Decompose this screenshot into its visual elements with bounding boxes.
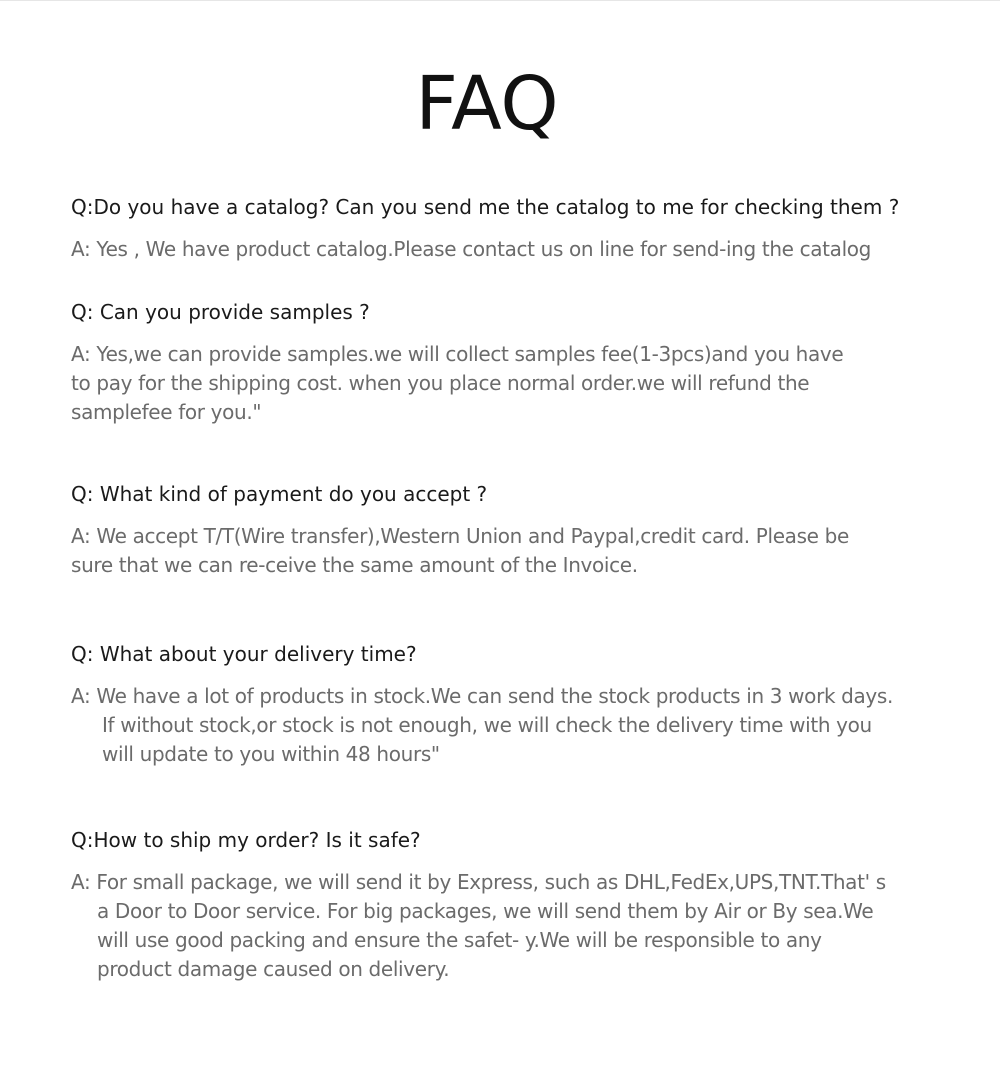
faq-answer-line: A: We have a lot of products in stock.We can send the stock products in 3 work days. (71, 684, 893, 708)
faq-answer-line: A: Yes,we can provide samples.we will collect samples fee(1-3pcs)and you have (71, 342, 844, 366)
faq-answer (71, 235, 931, 264)
page-title: FAQ (415, 61, 559, 147)
faq-answer (71, 868, 931, 984)
faq-answer-line: product damage caused on delivery. (97, 957, 450, 981)
faq-answer-line: A: We accept T/T(Wire transfer),Western Union and Paypal,credit card. Please be (71, 524, 849, 548)
faq-question: Q: What about your delivery time? (71, 642, 417, 666)
faq-answer-line: samplefee for you." (71, 400, 262, 424)
faq-answer-line: A: For small package, we will send it by Express, such as DHL,FedEx,UPS,TNT.That' s (71, 870, 886, 894)
faq-question: Q:How to ship my order? Is it safe? (71, 828, 421, 852)
faq-answer-line: will use good packing and ensure the safet- y.We will be responsible to any (97, 928, 822, 952)
faq-answer-line: If without stock,or stock is not enough, we will check the delivery time with you (102, 713, 872, 737)
faq-item-samples (71, 298, 931, 427)
faq-answer-line: will update to you within 48 hours" (102, 742, 440, 766)
faq-answer-line: A: Yes , We have product catalog.Please contact us on line for send-ing the catalog (71, 237, 872, 261)
faq-question: Q: Can you provide samples ? (71, 300, 370, 324)
faq-answer-line: to pay for the shipping cost. when you place normal order.we will refund the (71, 371, 810, 395)
faq-answer-line: a Door to Door service. For big packages, we will send them by Air or By sea.We (97, 899, 874, 923)
faq-item-payment (71, 480, 931, 580)
faq-answer (71, 522, 931, 580)
faq-item-catalog (71, 193, 931, 264)
faq-question: Q: What kind of payment do you accept ? (71, 482, 488, 506)
top-divider (0, 0, 1000, 1)
faq-answer (71, 682, 931, 769)
faq-answer-line: sure that we can re-ceive the same amount of the Invoice. (71, 553, 638, 577)
faq-item-delivery-time (71, 640, 931, 769)
faq-answer (71, 340, 931, 427)
faq-question: Q:Do you have a catalog? Can you send me the catalog to me for checking them ? (71, 195, 900, 219)
faq-item-shipping (71, 826, 931, 984)
